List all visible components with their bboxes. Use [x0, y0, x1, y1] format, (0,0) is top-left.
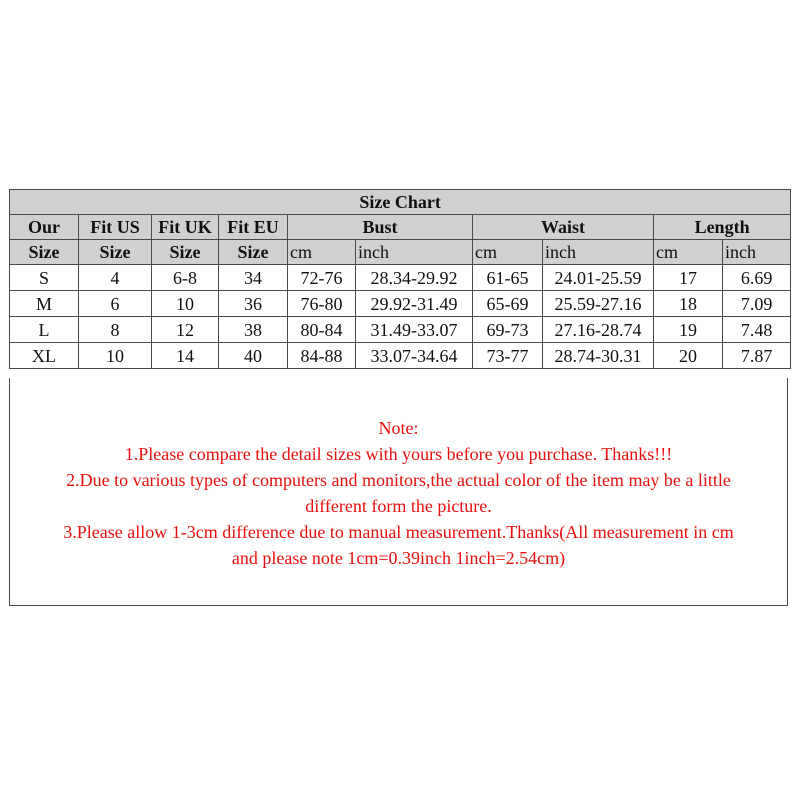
cell-us: 8 — [79, 317, 152, 343]
header-length: Length — [654, 215, 791, 240]
cell-bust-inch: 31.49-33.07 — [356, 317, 473, 343]
cell-eu: 40 — [219, 343, 288, 369]
header-waist-cm: cm — [473, 240, 543, 265]
cell-size: S — [10, 265, 79, 291]
header-our-size: Size — [10, 240, 79, 265]
cell-us: 6 — [79, 291, 152, 317]
cell-waist-cm: 69-73 — [473, 317, 543, 343]
cell-length-inch: 6.69 — [723, 265, 791, 291]
cell-us: 10 — [79, 343, 152, 369]
header-us-size: Size — [79, 240, 152, 265]
header-fit-uk: Fit UK — [152, 215, 219, 240]
cell-uk: 6-8 — [152, 265, 219, 291]
cell-bust-cm: 84-88 — [288, 343, 356, 369]
cell-uk: 12 — [152, 317, 219, 343]
cell-length-cm: 20 — [654, 343, 723, 369]
table-row — [10, 291, 791, 317]
cell-bust-cm: 76-80 — [288, 291, 356, 317]
header-fit-eu: Fit EU — [219, 215, 288, 240]
note-heading: Note: — [378, 418, 419, 438]
cell-waist-inch: 25.59-27.16 — [543, 291, 654, 317]
note-line-3a: 3.Please allow 1-3cm difference due to manual measurement.Thanks(All measurement in cm — [63, 522, 734, 542]
cell-waist-inch: 27.16-28.74 — [543, 317, 654, 343]
cell-length-inch: 7.09 — [723, 291, 791, 317]
header-uk-size: Size — [152, 240, 219, 265]
header-waist: Waist — [473, 215, 654, 240]
header-waist-inch: inch — [543, 240, 654, 265]
cell-length-cm: 18 — [654, 291, 723, 317]
note-line-2b: different form the picture. — [305, 496, 492, 516]
header-row-1 — [10, 215, 791, 240]
table-row — [10, 343, 791, 369]
cell-waist-inch: 28.74-30.31 — [543, 343, 654, 369]
notes-box — [9, 378, 788, 606]
cell-bust-inch: 28.34-29.92 — [356, 265, 473, 291]
header-eu-size: Size — [219, 240, 288, 265]
cell-bust-inch: 29.92-31.49 — [356, 291, 473, 317]
cell-uk: 10 — [152, 291, 219, 317]
header-length-inch: inch — [723, 240, 791, 265]
cell-length-inch: 7.48 — [723, 317, 791, 343]
cell-eu: 38 — [219, 317, 288, 343]
cell-uk: 14 — [152, 343, 219, 369]
title-row — [10, 190, 791, 215]
header-bust: Bust — [288, 215, 473, 240]
cell-eu: 36 — [219, 291, 288, 317]
cell-size: XL — [10, 343, 79, 369]
header-our: Our — [10, 215, 79, 240]
cell-waist-cm: 73-77 — [473, 343, 543, 369]
header-length-cm: cm — [654, 240, 723, 265]
note-line-3b: and please note 1cm=0.39inch 1inch=2.54cm) — [231, 548, 566, 568]
size-chart-table — [9, 189, 791, 369]
cell-length-cm: 19 — [654, 317, 723, 343]
cell-size: M — [10, 291, 79, 317]
chart-title: Size Chart — [10, 190, 791, 215]
size-chart — [9, 189, 790, 369]
header-bust-cm: cm — [288, 240, 356, 265]
header-bust-inch: inch — [356, 240, 473, 265]
table-row — [10, 265, 791, 291]
cell-us: 4 — [79, 265, 152, 291]
cell-bust-cm: 80-84 — [288, 317, 356, 343]
cell-length-cm: 17 — [654, 265, 723, 291]
cell-bust-cm: 72-76 — [288, 265, 356, 291]
table-row — [10, 317, 791, 343]
note-line-2a: 2.Due to various types of computers and monitors,the actual color of the item may be a little — [66, 470, 731, 490]
cell-bust-inch: 33.07-34.64 — [356, 343, 473, 369]
cell-length-inch: 7.87 — [723, 343, 791, 369]
header-row-2 — [10, 240, 791, 265]
note-line-1: 1.Please compare the detail sizes with yours before you purchase. Thanks!!! — [124, 444, 673, 464]
cell-eu: 34 — [219, 265, 288, 291]
header-fit-us: Fit US — [79, 215, 152, 240]
cell-waist-cm: 65-69 — [473, 291, 543, 317]
cell-waist-inch: 24.01-25.59 — [543, 265, 654, 291]
cell-waist-cm: 61-65 — [473, 265, 543, 291]
cell-size: L — [10, 317, 79, 343]
